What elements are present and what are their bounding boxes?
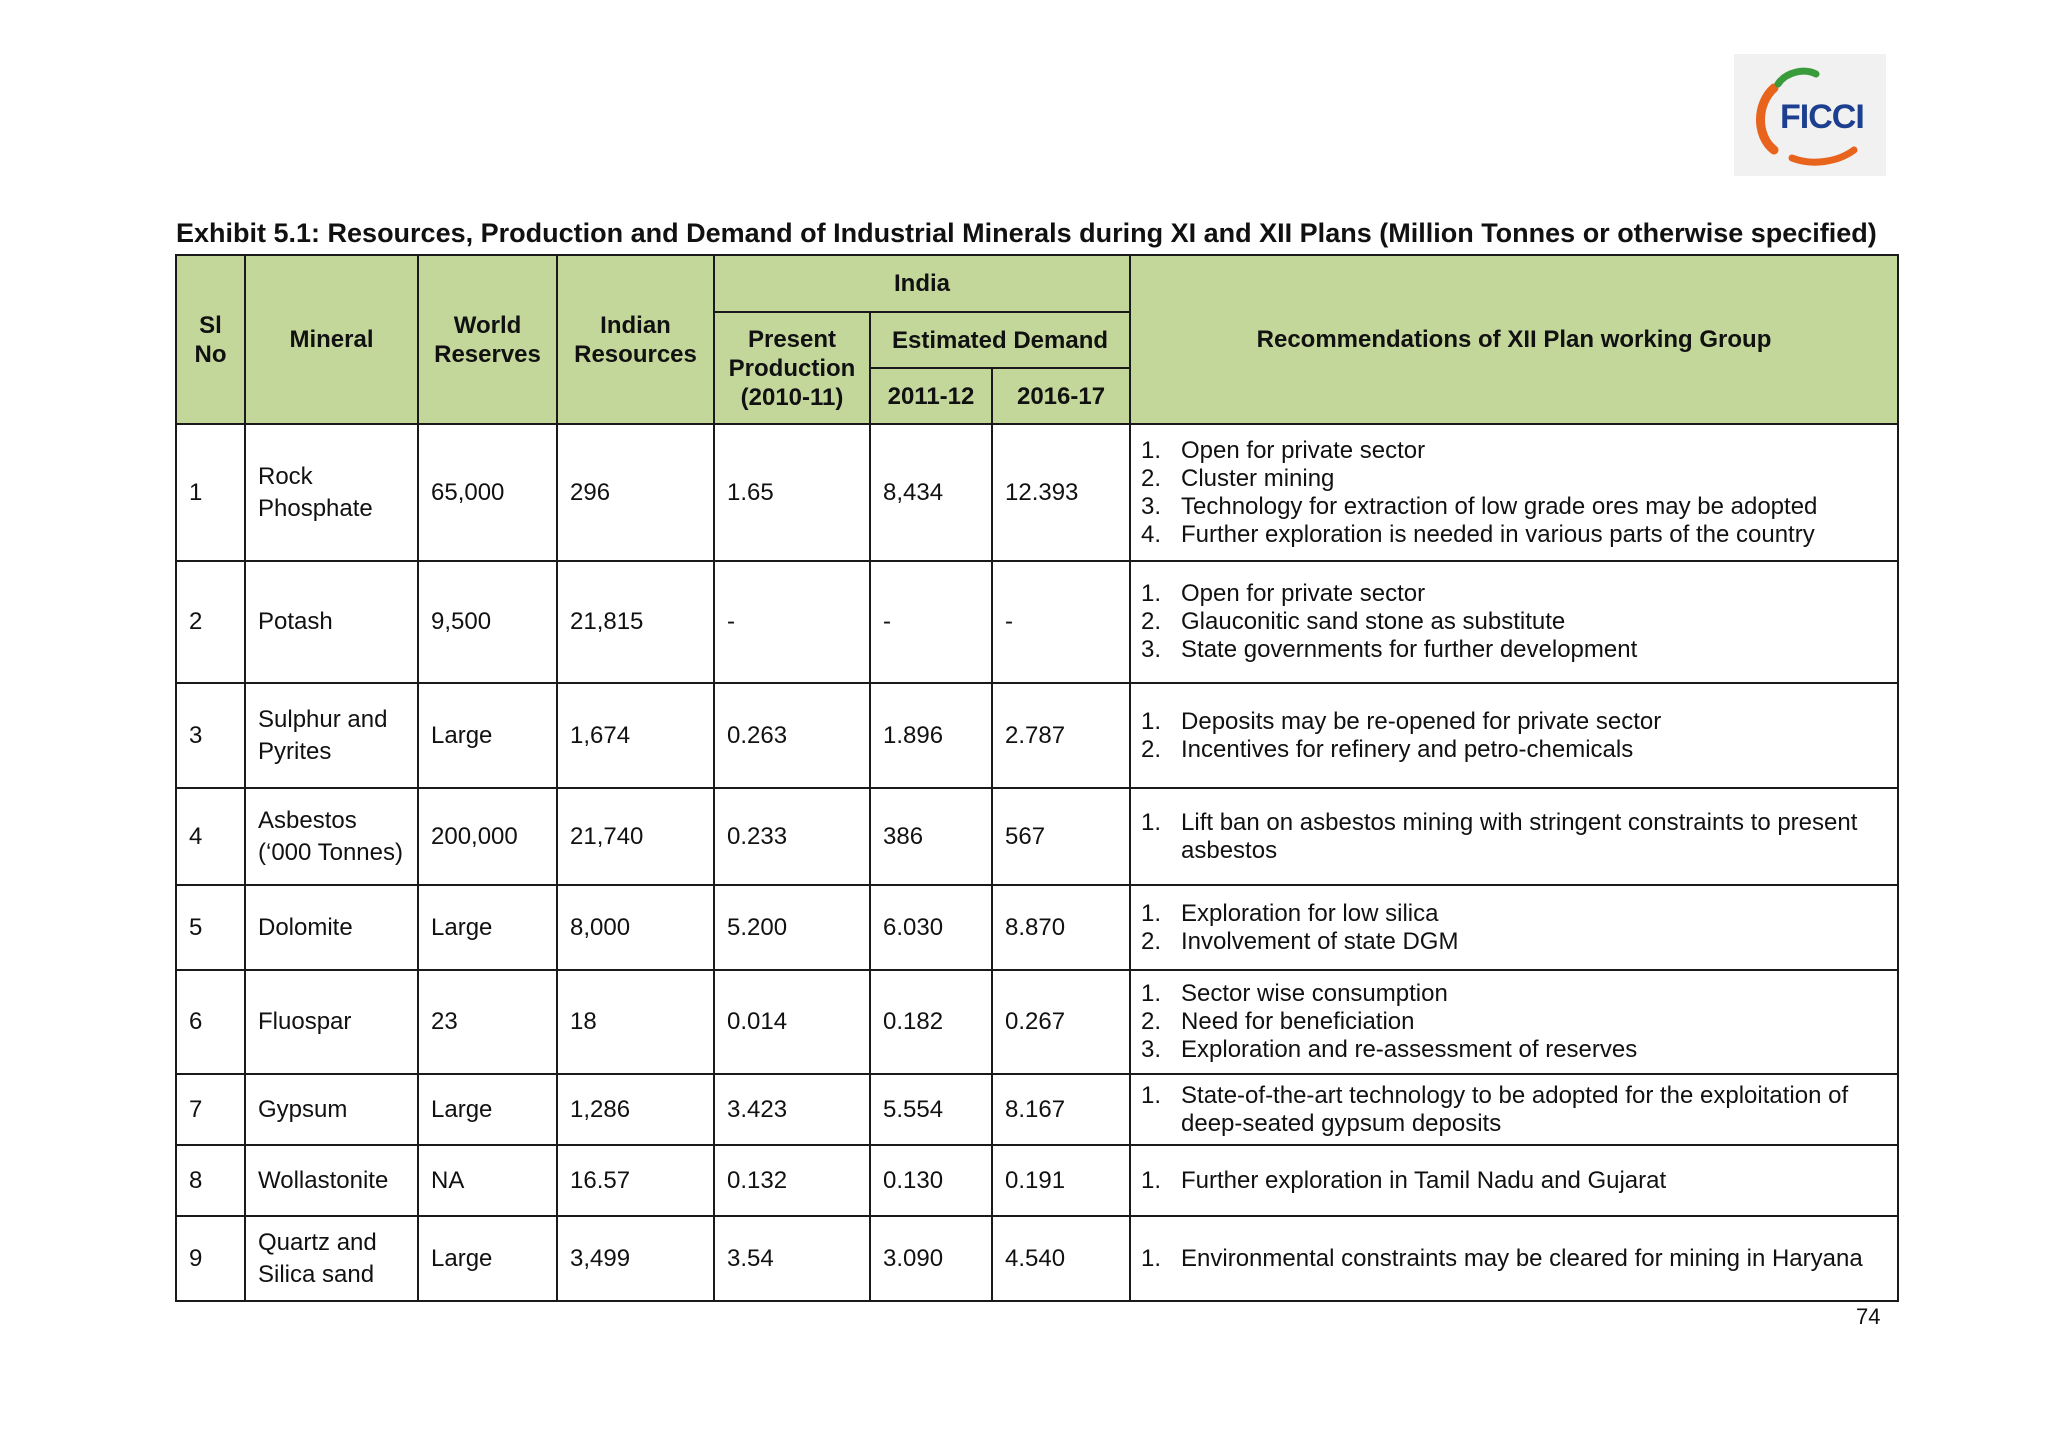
recommendation-number: 1. (1141, 1081, 1162, 1109)
cell-present-production: 1.65 (714, 424, 870, 561)
cell-indian-resources: 8,000 (557, 885, 714, 970)
table-row (176, 1074, 1898, 1145)
cell-indian-resources: 3,499 (557, 1216, 714, 1301)
recommendation-number: 2. (1141, 608, 1162, 635)
cell-demand-2016-17: 2.787 (992, 683, 1130, 788)
recommendation-text: State governments for further development (1181, 636, 1638, 663)
recommendation-item (1141, 928, 1887, 956)
recommendation-text: Deposits may be re-opened for private sector (1181, 707, 1662, 735)
cell-recommendations (1130, 1145, 1898, 1216)
recommendation-text: Open for private sector (1181, 580, 1426, 607)
recommendation-item (1141, 1082, 1887, 1138)
recommendation-list (1141, 437, 1887, 549)
cell-recommendations (1130, 683, 1898, 788)
cell-world-reserves: 9,500 (418, 561, 557, 683)
recommendation-number: 1. (1141, 980, 1162, 1007)
header-indian-resources: Indian Resources (557, 255, 714, 424)
cell-indian-resources: 21,740 (557, 788, 714, 885)
recommendation-text: Incentives for refinery and petro-chemicals (1181, 735, 1634, 763)
cell-mineral: Rock Phosphate (245, 424, 418, 561)
cell-sl-no: 6 (176, 970, 245, 1074)
recommendation-item (1141, 521, 1887, 549)
page-number: 74 (1856, 1304, 1881, 1329)
recommendation-text: Involvement of state DGM (1181, 927, 1459, 955)
cell-demand-2016-17: 8.167 (992, 1074, 1130, 1145)
cell-present-production: - (714, 561, 870, 683)
cell-present-production: 0.263 (714, 683, 870, 788)
cell-demand-2011-12: 5.554 (870, 1074, 992, 1145)
recommendation-text: Cluster mining (1181, 464, 1335, 492)
cell-world-reserves: 65,000 (418, 424, 557, 561)
recommendation-item (1141, 708, 1887, 736)
recommendation-number: 1. (1141, 436, 1162, 464)
table-row (176, 561, 1898, 683)
cell-demand-2011-12: 0.130 (870, 1145, 992, 1216)
cell-mineral: Wollastonite (245, 1145, 418, 1216)
table-row (176, 1216, 1898, 1301)
recommendation-text: Environmental constraints may be cleared for mining in Haryana (1181, 1244, 1863, 1272)
cell-demand-2016-17: 567 (992, 788, 1130, 885)
recommendation-list (1141, 708, 1887, 764)
cell-mineral: Sulphur and Pyrites (245, 683, 418, 788)
recommendation-number: 3. (1141, 1036, 1162, 1063)
recommendation-item (1141, 736, 1887, 764)
cell-sl-no: 3 (176, 683, 245, 788)
cell-mineral: Potash (245, 561, 418, 683)
recommendation-item (1141, 1245, 1887, 1273)
recommendation-number: 1. (1141, 808, 1162, 836)
recommendation-item (1141, 1036, 1887, 1064)
cell-recommendations (1130, 1074, 1898, 1145)
recommendation-item (1141, 580, 1887, 608)
exhibit-title: Exhibit 5.1: Resources, Production and Demand of Industrial Minerals during XI and XII Plans (Million Tonnes or otherwise specified) (176, 218, 1877, 248)
header-estimated-demand: Estimated Demand (870, 312, 1130, 368)
recommendation-number: 2. (1141, 464, 1162, 492)
recommendation-number: 1. (1141, 1166, 1162, 1194)
cell-present-production: 3.423 (714, 1074, 870, 1145)
cell-recommendations (1130, 970, 1898, 1074)
recommendation-text: Lift ban on asbestos mining with stringent constraints to present asbestos (1181, 808, 1858, 864)
cell-recommendations (1130, 1216, 1898, 1301)
recommendation-item (1141, 493, 1887, 521)
recommendation-number: 2. (1141, 735, 1162, 763)
cell-sl-no: 7 (176, 1074, 245, 1145)
cell-present-production: 0.233 (714, 788, 870, 885)
recommendation-text: Glauconitic sand stone as substitute (1181, 608, 1566, 635)
cell-recommendations (1130, 424, 1898, 561)
cell-sl-no: 2 (176, 561, 245, 683)
recommendation-number: 2. (1141, 927, 1162, 955)
recommendation-number: 1. (1141, 707, 1162, 735)
recommendation-list (1141, 1167, 1887, 1195)
cell-present-production: 3.54 (714, 1216, 870, 1301)
logo-text: FICCI (1780, 98, 1864, 136)
cell-indian-resources: 16.57 (557, 1145, 714, 1216)
recommendation-text: State-of-the-art technology to be adopted for the exploitation of deep-seated gypsum deposits (1181, 1081, 1849, 1137)
recommendation-number: 1. (1141, 899, 1162, 927)
recommendation-item (1141, 980, 1887, 1008)
recommendation-list (1141, 980, 1887, 1064)
table-row (176, 683, 1898, 788)
table-row (176, 424, 1898, 561)
recommendation-text: Further exploration in Tamil Nadu and Gujarat (1181, 1166, 1667, 1194)
cell-demand-2016-17: 0.267 (992, 970, 1130, 1074)
cell-world-reserves: NA (418, 1145, 557, 1216)
ficci-logo (1734, 54, 1886, 176)
recommendation-number: 2. (1141, 1008, 1162, 1035)
recommendation-text: Further exploration is needed in various parts of the country (1181, 520, 1815, 548)
recommendation-item (1141, 809, 1887, 865)
cell-demand-2011-12: 6.030 (870, 885, 992, 970)
cell-indian-resources: 1,286 (557, 1074, 714, 1145)
cell-mineral: Dolomite (245, 885, 418, 970)
recommendation-text: Technology for extraction of low grade ores may be adopted (1181, 492, 1818, 520)
cell-demand-2011-12: 1.896 (870, 683, 992, 788)
header-sl-no: Sl No (176, 255, 245, 424)
cell-demand-2016-17: 0.191 (992, 1145, 1130, 1216)
recommendation-text: Open for private sector (1181, 436, 1426, 464)
cell-mineral: Fluospar (245, 970, 418, 1074)
cell-demand-2016-17: 4.540 (992, 1216, 1130, 1301)
header-mineral: Mineral (245, 255, 418, 424)
recommendation-list (1141, 1082, 1887, 1138)
cell-indian-resources: 21,815 (557, 561, 714, 683)
cell-demand-2011-12: 386 (870, 788, 992, 885)
minerals-table (175, 254, 1899, 1302)
recommendation-text: Exploration and re-assessment of reserves (1181, 1036, 1638, 1063)
cell-recommendations (1130, 885, 1898, 970)
cell-mineral: Gypsum (245, 1074, 418, 1145)
recommendation-item (1141, 636, 1887, 664)
header-recommendations: Recommendations of XII Plan working Group (1130, 255, 1898, 424)
cell-mineral: Quartz and Silica sand (245, 1216, 418, 1301)
cell-sl-no: 5 (176, 885, 245, 970)
recommendation-list (1141, 809, 1887, 865)
recommendation-number: 3. (1141, 636, 1162, 663)
recommendation-text: Exploration for low silica (1181, 899, 1439, 927)
recommendation-item (1141, 437, 1887, 465)
header-year-2011-12: 2011-12 (870, 368, 992, 424)
cell-present-production: 0.014 (714, 970, 870, 1074)
cell-present-production: 0.132 (714, 1145, 870, 1216)
recommendation-number: 1. (1141, 580, 1162, 607)
cell-present-production: 5.200 (714, 885, 870, 970)
header-present-production: Present Production (2010-11) (714, 312, 870, 424)
cell-indian-resources: 1,674 (557, 683, 714, 788)
cell-sl-no: 8 (176, 1145, 245, 1216)
cell-world-reserves: 200,000 (418, 788, 557, 885)
table-row (176, 885, 1898, 970)
cell-sl-no: 4 (176, 788, 245, 885)
header-year-2016-17: 2016-17 (992, 368, 1130, 424)
cell-demand-2011-12: 0.182 (870, 970, 992, 1074)
table-row (176, 1145, 1898, 1216)
recommendation-item (1141, 1167, 1887, 1195)
cell-world-reserves: Large (418, 1216, 557, 1301)
cell-indian-resources: 296 (557, 424, 714, 561)
cell-demand-2016-17: - (992, 561, 1130, 683)
recommendation-item (1141, 608, 1887, 636)
recommendation-item (1141, 465, 1887, 493)
recommendation-number: 1. (1141, 1244, 1162, 1272)
header-india: India (714, 255, 1130, 312)
cell-demand-2011-12: 3.090 (870, 1216, 992, 1301)
recommendation-text: Need for beneficiation (1181, 1008, 1415, 1035)
cell-demand-2016-17: 12.393 (992, 424, 1130, 561)
cell-world-reserves: 23 (418, 970, 557, 1074)
cell-recommendations (1130, 788, 1898, 885)
table-row (176, 970, 1898, 1074)
cell-sl-no: 9 (176, 1216, 245, 1301)
recommendation-list (1141, 580, 1887, 664)
recommendation-number: 4. (1141, 520, 1162, 548)
table-row (176, 788, 1898, 885)
recommendation-text: Sector wise consumption (1181, 980, 1448, 1007)
recommendation-list (1141, 900, 1887, 956)
cell-world-reserves: Large (418, 885, 557, 970)
recommendation-item (1141, 1008, 1887, 1036)
cell-sl-no: 1 (176, 424, 245, 561)
header-world-reserves: World Reserves (418, 255, 557, 424)
recommendation-item (1141, 900, 1887, 928)
cell-recommendations (1130, 561, 1898, 683)
cell-indian-resources: 18 (557, 970, 714, 1074)
cell-mineral: Asbestos (‘000 Tonnes) (245, 788, 418, 885)
cell-world-reserves: Large (418, 1074, 557, 1145)
recommendation-list (1141, 1245, 1887, 1273)
cell-demand-2016-17: 8.870 (992, 885, 1130, 970)
cell-demand-2011-12: - (870, 561, 992, 683)
recommendation-number: 3. (1141, 492, 1162, 520)
cell-world-reserves: Large (418, 683, 557, 788)
cell-demand-2011-12: 8,434 (870, 424, 992, 561)
